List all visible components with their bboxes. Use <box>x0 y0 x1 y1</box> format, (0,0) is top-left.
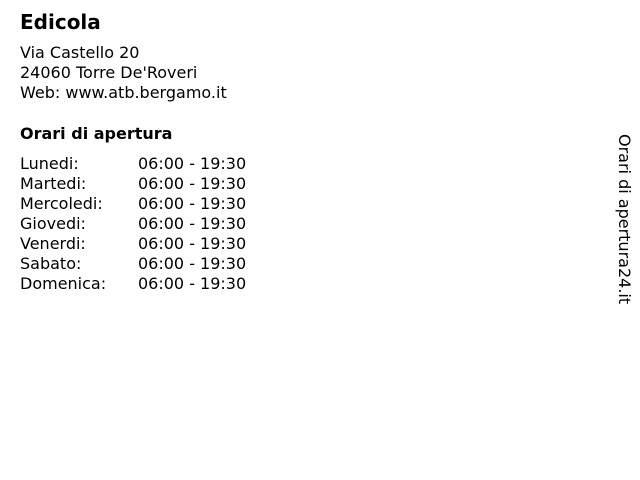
hours-row-tuesday <box>20 174 268 194</box>
time-range: 06:00 - 19:30 <box>138 254 247 273</box>
time-range: 06:00 - 19:30 <box>138 234 247 253</box>
hours-row-thursday <box>20 214 268 234</box>
hours-row-wednesday <box>20 194 268 214</box>
opening-hours-heading: Orari di apertura <box>20 124 173 143</box>
day-label: Lunedi: <box>20 154 79 173</box>
day-label: Giovedi: <box>20 214 86 233</box>
day-label: Sabato: <box>20 254 82 273</box>
time-range: 06:00 - 19:30 <box>138 154 247 173</box>
site-watermark: Orari di apertura24.it <box>615 134 634 305</box>
hours-row-friday <box>20 234 268 254</box>
time-range: 06:00 - 19:30 <box>138 214 247 233</box>
day-label: Domenica: <box>20 274 107 293</box>
hours-row-sunday <box>20 274 268 294</box>
day-label: Mercoledi: <box>20 194 103 213</box>
address-block <box>20 43 227 103</box>
time-range: 06:00 - 19:30 <box>138 174 247 193</box>
opening-hours-table <box>20 154 268 294</box>
day-label: Venerdi: <box>20 234 86 253</box>
time-range: 06:00 - 19:30 <box>138 274 247 293</box>
city-address: 24060 Torre De'Roveri <box>20 63 198 82</box>
day-label: Martedi: <box>20 174 87 193</box>
hours-row-monday <box>20 154 268 174</box>
hours-row-saturday <box>20 254 268 274</box>
website-link[interactable]: Web: www.atb.bergamo.it <box>20 83 227 102</box>
time-range: 06:00 - 19:30 <box>138 194 247 213</box>
street-address: Via Castello 20 <box>20 43 140 62</box>
page-title: Edicola <box>20 10 101 34</box>
